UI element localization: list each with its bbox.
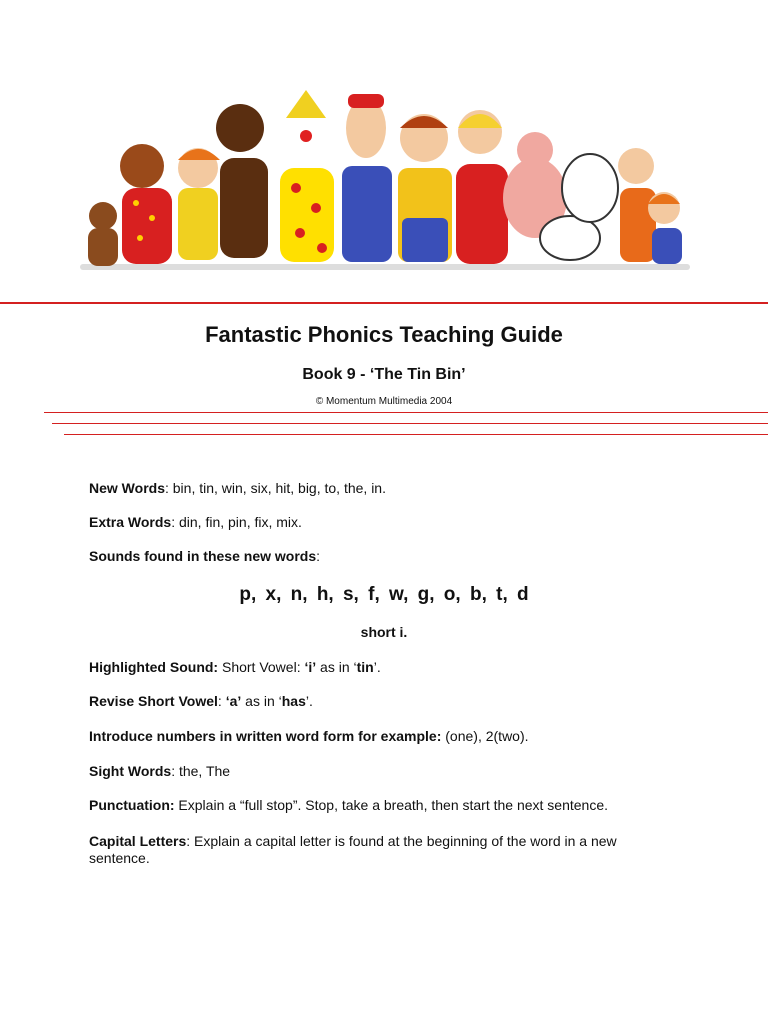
woman-red-dress-figure xyxy=(456,110,508,264)
sight-words-line xyxy=(89,763,689,780)
girl-yellow-figure xyxy=(178,148,220,260)
book-subtitle: Book 9 - ‘The Tin Bin’ xyxy=(302,366,466,383)
characters-illustration xyxy=(80,88,690,278)
punctuation-label: Punctuation: xyxy=(89,797,175,813)
ground-shadow xyxy=(80,264,690,270)
sounds-line xyxy=(89,548,689,565)
numbers-line xyxy=(89,728,689,745)
page-title: Fantastic Phonics Teaching Guide xyxy=(205,322,563,347)
revise-text-2: as in ‘ xyxy=(241,693,282,709)
highlighted-text-1: Short Vowel: xyxy=(218,659,305,675)
revise-vowel-line xyxy=(89,693,689,710)
sight-words-text: : the, The xyxy=(171,763,231,779)
girl-bear-figure xyxy=(120,144,172,264)
sounds-colon: : xyxy=(316,548,321,564)
revise-example: has xyxy=(281,693,306,709)
sounds-list: p, x, n, h, s, f, w, g, o, b, t, d xyxy=(239,584,529,605)
header-rule-full xyxy=(0,302,768,304)
new-words-line xyxy=(89,480,689,497)
highlighted-vowel: ‘i’ xyxy=(304,659,317,675)
capital-letters-text: : Explain a capital letter is found at the beginning of the word in a new sentence. xyxy=(89,833,617,866)
copyright-note: © Momentum Multimedia 2004 xyxy=(315,396,453,407)
farmer-figure xyxy=(342,94,392,262)
numbers-label: Introduce numbers in written word form for example: xyxy=(89,728,442,744)
short-vowel-note: short i. xyxy=(360,624,408,640)
revise-vowel: ‘a’ xyxy=(225,693,242,709)
extra-words-label: Extra Words xyxy=(89,514,172,530)
header-rule-3 xyxy=(64,434,768,435)
clown-figure xyxy=(280,90,334,262)
punctuation-text: Explain a “full stop”. Stop, take a breath, then start the next sentence. xyxy=(174,797,609,813)
revise-label: Revise Short Vowel xyxy=(89,693,218,709)
highlighted-example: tin xyxy=(356,659,374,675)
revise-text-1: : xyxy=(217,693,226,709)
punctuation-line xyxy=(89,797,689,814)
highlighted-text-3: ’. xyxy=(373,659,381,675)
extra-words-line xyxy=(89,514,689,531)
highlighted-label: Highlighted Sound: xyxy=(89,659,219,675)
revise-text-3: ’. xyxy=(305,693,313,709)
header-rule-1 xyxy=(44,412,768,413)
highlighted-sound-line xyxy=(89,659,689,676)
sounds-label: Sounds found in these new words xyxy=(89,548,317,564)
man-yellow-shirt-figure xyxy=(398,114,452,262)
small-bear-figure xyxy=(88,202,118,266)
numbers-text: (one), 2(two). xyxy=(441,728,529,744)
header-rule-2 xyxy=(52,423,768,424)
capital-letters-line xyxy=(89,833,679,867)
new-words-text: : bin, tin, win, six, hit, big, to, the, in. xyxy=(164,480,386,496)
highlighted-text-2: as in ‘ xyxy=(316,659,357,675)
brown-bear-figure xyxy=(216,104,268,258)
capital-letters-label: Capital Letters xyxy=(89,833,187,849)
extra-words-text: : din, fin, pin, fix, mix. xyxy=(171,514,302,530)
new-words-label: New Words xyxy=(89,480,165,496)
sight-words-label: Sight Words xyxy=(89,763,172,779)
